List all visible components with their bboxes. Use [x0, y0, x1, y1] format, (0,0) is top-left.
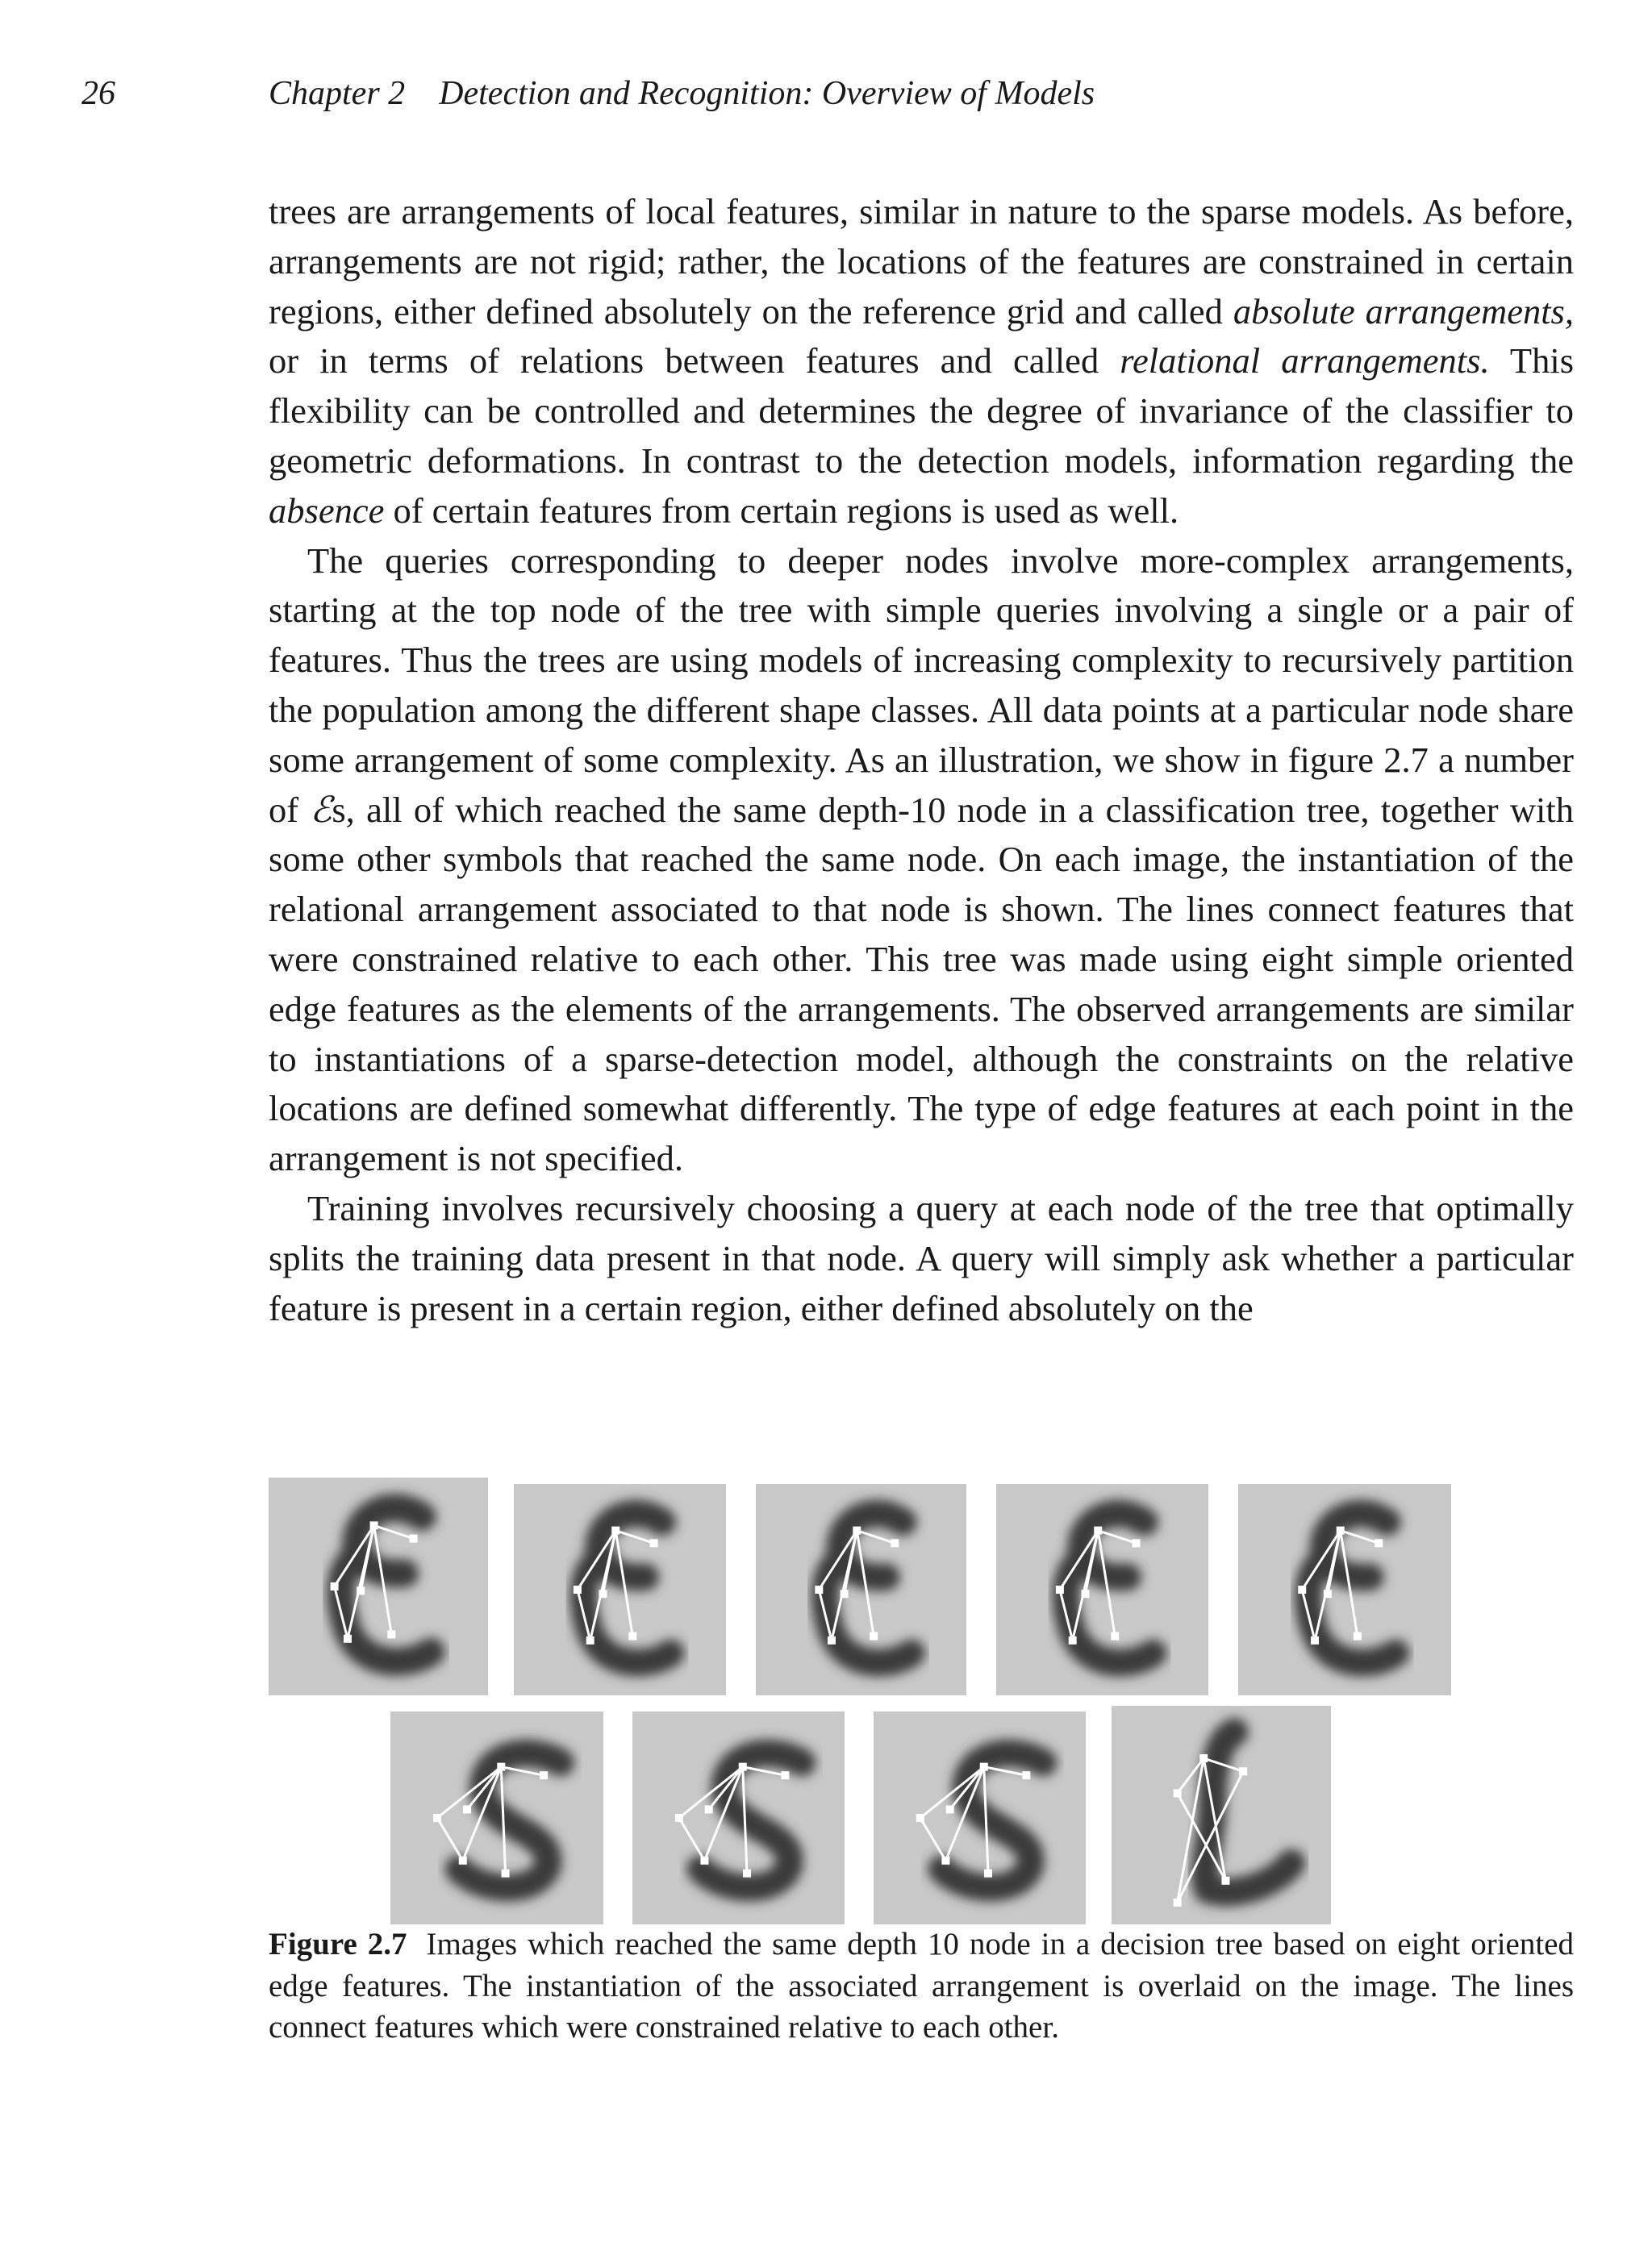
arrangement-edge — [709, 1767, 743, 1810]
page-number: 26 — [81, 75, 115, 112]
arrangement-edge — [679, 1818, 705, 1861]
arrangement-edge — [1178, 1793, 1226, 1880]
arrangement-node — [980, 1763, 988, 1771]
p1-run-1: absolute arrangements, — [1233, 290, 1574, 331]
arrangement-node — [410, 1535, 418, 1543]
arrangement-edge — [361, 1525, 373, 1590]
thumbnail-4-E — [996, 1484, 1208, 1695]
arrangement-node — [574, 1586, 582, 1594]
thumbnail-3-E — [756, 1484, 966, 1695]
arrangement-edge — [1060, 1531, 1098, 1590]
arrangement-edge — [945, 1767, 983, 1861]
arrangement-node — [331, 1582, 339, 1590]
blurred-symbol — [584, 1513, 671, 1662]
thumbnail-5-E — [1238, 1484, 1451, 1695]
thumbnail-background — [996, 1484, 1208, 1695]
arrangement-edge — [615, 1531, 632, 1636]
p1-run-2: or in terms of relations between features and called — [269, 340, 1120, 381]
arrangement-node — [370, 1521, 378, 1529]
arrangement-edge — [1341, 1531, 1358, 1636]
arrangement-node — [1056, 1586, 1064, 1594]
arrangement-node — [344, 1635, 352, 1643]
arrangement-edge — [832, 1531, 857, 1640]
arrangement-node — [497, 1763, 505, 1771]
arrangement-node — [1375, 1539, 1383, 1547]
arrangement-node — [1022, 1771, 1030, 1779]
figure-label: Figure 2.7 — [269, 1927, 407, 1961]
thumbnail-2-E — [514, 1484, 726, 1695]
arrangement-node — [1199, 1754, 1208, 1762]
p1-run-6: of certain features from certain regions is used as well. — [384, 490, 1179, 531]
arrangement-edge — [335, 1586, 348, 1639]
arrangement-node — [946, 1805, 954, 1813]
arrangement-node — [815, 1586, 823, 1594]
arrangement-edge — [1204, 1758, 1225, 1881]
arrangement-edge — [819, 1531, 857, 1590]
arrangement-node — [586, 1636, 594, 1645]
blurred-symbol — [700, 1753, 802, 1888]
arrangement-edge — [984, 1767, 988, 1874]
arrangement-node — [1094, 1527, 1102, 1535]
arrangement-edge — [857, 1531, 895, 1544]
arrangement-node — [853, 1527, 861, 1535]
figure-caption-text: Images which reached the same depth 10 node in a decision tree based on eight oriented edge features. The instantiation of the associated arrangement is overlaid on the image. The lines connect features which were constrained relative to each other. — [269, 1927, 1574, 2045]
arrangement-edge — [348, 1525, 374, 1638]
arrangement-node — [1069, 1636, 1077, 1645]
thumbnail-background — [632, 1711, 845, 1924]
arrangement-node — [984, 1870, 992, 1878]
arrangement-edge — [679, 1767, 743, 1818]
arrangement-edge — [845, 1531, 857, 1595]
paragraph-1 — [269, 187, 1574, 536]
arrangement-edge — [603, 1531, 615, 1595]
arrangement-edge — [1098, 1531, 1115, 1636]
arrangement-edge — [1178, 1758, 1204, 1903]
arrangement-node — [357, 1586, 365, 1595]
arrangement-edge — [1060, 1590, 1073, 1640]
arrangement-node — [463, 1805, 471, 1813]
arrangement-node — [1174, 1789, 1182, 1797]
arrangement-edge — [1085, 1531, 1098, 1595]
arrangement-node — [387, 1630, 395, 1638]
arrangement-edge — [920, 1818, 946, 1861]
arrangement-edge — [501, 1767, 505, 1874]
p3-run-0: Training involves recursively choosing a query at each node of the tree that optimally splits the training data present in that node. A query will simply ask whether a particular feature is present in a certain region, either defined absolutely on the — [269, 1187, 1574, 1328]
arrangement-node — [941, 1857, 949, 1865]
arrangement-edge — [857, 1531, 874, 1636]
arrangement-node — [1311, 1636, 1319, 1645]
thumbnail-background — [756, 1484, 966, 1695]
arrangement-node — [611, 1527, 620, 1535]
arrangement-edge — [743, 1767, 747, 1874]
arrangement-node — [650, 1539, 658, 1547]
blurred-symbol — [1308, 1513, 1396, 1662]
arrangement-node — [700, 1857, 708, 1865]
arrangement-node — [828, 1636, 836, 1645]
p1-run-0: trees are arrangements of local features, similar in nature to the sparse models. As before, arrangements are not rigid; rather, the locations of the features are constrained in certain regions, either defined absolutely on the reference grid and called — [269, 191, 1574, 331]
arrangement-edge — [467, 1767, 501, 1810]
arrangement-edge — [615, 1531, 653, 1544]
arrangement-edge — [1073, 1531, 1099, 1640]
arrangement-edge — [1315, 1531, 1341, 1640]
arrangement-node — [1174, 1899, 1182, 1907]
arrangement-edge — [335, 1525, 374, 1586]
body-text — [269, 187, 1574, 1333]
arrangement-node — [599, 1590, 607, 1598]
thumbnail-background — [1112, 1706, 1331, 1924]
arrangement-edge — [437, 1818, 463, 1861]
arrangement-node — [433, 1814, 441, 1822]
arrangement-edge — [704, 1767, 742, 1861]
arrangement-node — [1324, 1590, 1332, 1598]
arrangement-node — [540, 1771, 548, 1779]
arrangement-node — [675, 1814, 683, 1822]
arrangement-node — [743, 1870, 751, 1878]
arrangement-node — [916, 1814, 924, 1822]
p2-run-1: ℰ — [310, 789, 332, 831]
p2-run-0: The queries corresponding to deeper nodes involve more-complex arrangements, starting at the top node of the tree with simple queries involving a single or a pair of features. Thus the trees are using models of increasing complexity to recursively partition the population among the different shape classes. All data points at a particular node share some arrangement of some complexity. As an illustration, we show in figure 2.7 a number of — [269, 540, 1574, 830]
thumbnail-7-S — [632, 1711, 845, 1924]
paragraph-2 — [269, 536, 1574, 1184]
arrangement-node — [1221, 1877, 1229, 1885]
blurred-symbol — [1205, 1732, 1291, 1893]
arrangement-node — [1298, 1586, 1306, 1594]
thumbnail-background — [390, 1711, 603, 1924]
arrangement-edge — [950, 1767, 984, 1810]
arrangement-edge — [463, 1767, 502, 1861]
arrangement-edge — [501, 1767, 544, 1776]
thumbnail-background — [269, 1478, 488, 1695]
arrangement-edge — [1178, 1771, 1244, 1903]
blurred-symbol — [941, 1753, 1043, 1888]
arrangement-node — [739, 1763, 747, 1771]
figure-caption — [269, 1924, 1574, 2049]
arrangement-edge — [590, 1531, 616, 1640]
p1-run-3: relational arrangements. — [1120, 340, 1490, 381]
arrangement-node — [1133, 1539, 1141, 1547]
p1-run-4: This flexibility can be controlled and determines the degree of invariance of the classifier to geometric deformations. In contrast to the detection models, information regarding the — [269, 340, 1575, 481]
arrangement-node — [459, 1857, 467, 1865]
thumbnail-8-S — [874, 1711, 1086, 1924]
blurred-symbol — [459, 1753, 561, 1888]
p2-run-2: s, all of which reached the same depth-10 node in a classification tree, together with some other symbols that reached the same node. On each image, the instantiation of the relational arrangement associated to that node is shown. The lines connect features that were constrained relative to each other. This tree was made using eight simple oriented edge features as the elements of the arrangements. The observed arrangements are similar to instantiations of a sparse-detection model, although the constraints on the relative locations are defined somewhat differently. The type of edge features at each point in the arrangement is not specified. — [269, 789, 1574, 1179]
arrangement-edge — [578, 1590, 590, 1640]
arrangement-node — [1081, 1590, 1089, 1598]
running-head: Chapter 2 Detection and Recognition: Overview of Models — [269, 75, 1095, 112]
blurred-symbol — [340, 1508, 431, 1662]
paragraph-3 — [269, 1184, 1574, 1333]
arrangement-edge — [920, 1767, 984, 1818]
arrangement-node — [870, 1632, 878, 1640]
arrangement-edge — [743, 1767, 786, 1776]
arrangement-node — [1337, 1527, 1345, 1535]
arrangement-edge — [578, 1531, 615, 1590]
blurred-symbol — [825, 1513, 912, 1662]
arrangement-node — [705, 1805, 713, 1813]
arrangement-edge — [1302, 1590, 1315, 1640]
arrangement-node — [502, 1870, 510, 1878]
arrangement-node — [1239, 1767, 1247, 1775]
p1-run-5: absence — [269, 490, 385, 531]
blurred-symbol — [1066, 1513, 1153, 1662]
arrangement-edge — [819, 1590, 832, 1640]
arrangement-edge — [1328, 1531, 1341, 1595]
thumbnail-9-L — [1112, 1706, 1331, 1924]
arrangement-node — [1354, 1632, 1362, 1640]
arrangement-edge — [1098, 1531, 1136, 1544]
arrangement-edge — [374, 1525, 414, 1538]
arrangement-edge — [1302, 1531, 1341, 1590]
arrangement-node — [781, 1771, 789, 1779]
arrangement-node — [841, 1590, 849, 1598]
thumbnail-1-E — [269, 1478, 488, 1695]
arrangement-node — [628, 1632, 636, 1640]
arrangement-edge — [1204, 1758, 1243, 1771]
arrangement-node — [1111, 1632, 1119, 1640]
thumbnail-background — [1238, 1484, 1451, 1695]
thumbnail-6-S — [390, 1711, 603, 1924]
arrangement-edge — [1341, 1531, 1379, 1544]
arrangement-edge — [437, 1767, 501, 1818]
arrangement-edge — [374, 1525, 392, 1634]
arrangement-node — [891, 1539, 899, 1547]
thumbnail-background — [514, 1484, 726, 1695]
arrangement-edge — [1178, 1758, 1204, 1793]
arrangement-edge — [984, 1767, 1027, 1776]
thumbnail-background — [874, 1711, 1086, 1924]
